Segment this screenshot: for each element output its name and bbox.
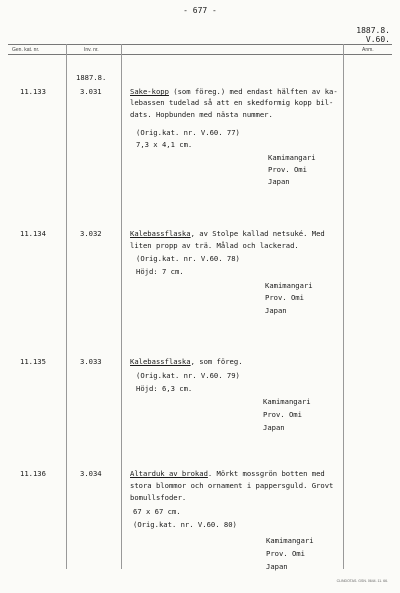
entry-line: dats. Hopbunden med nästa nummer. [130,110,273,119]
print-footer: CLINDOTAS. GSN. 0644. 11. 66. [336,579,388,583]
entry-line: liten propp av trä. Målad och lackerad. [130,241,299,250]
entry-line: 67 x 67 cm. [133,507,181,516]
entry-title: Kalebassflaska [130,357,191,366]
ref-series: V.60. [365,35,390,44]
entry-line: (Orig.kat. nr. V.60. 79) [136,371,240,380]
ref-year: 1887.8. [356,26,390,35]
entry-line-1 [130,87,338,97]
entry-line: bomullsfoder. [130,493,187,502]
entry-line: stora blommor och ornament i pappersguld. Grovt [130,481,334,490]
entry-line-1-rest: , som föreg. [190,357,243,366]
entry-line: (Orig.kat. nr. V.60. 80) [133,520,237,529]
place-village: Kamimangari [266,536,314,545]
inv-number: 3.034 [80,469,102,478]
entry-line-1 [130,469,325,479]
entry-line-1-rest: . Mörkt mossgrön botten med [207,469,325,478]
gen-number: 11.136 [20,469,46,478]
entry-title: Altarduk av brokad [130,469,208,478]
place-village: Kamimangari [263,397,311,406]
entry-title: Sake-kopp [130,87,169,96]
place-country: Japan [263,423,285,432]
col-rule-1 [66,44,67,569]
place-province: Prov. Omi [268,165,307,174]
entry-line: (Orig.kat. nr. V.60. 78) [136,254,240,263]
col-header-anm: Anm. [362,47,374,53]
entry-line: 7,3 x 4,1 cm. [136,140,193,149]
place-province: Prov. Omi [265,293,304,302]
entry-line: Höjd: 7 cm. [136,267,184,276]
entry-line-1-rest: , av Stolpe kallad netsuké. Med [190,229,325,238]
place-village: Kamimangari [268,153,316,162]
entry-line-1-rest: (som föreg.) med endast hälften av ka- [168,87,338,96]
place-province: Prov. Omi [263,410,302,419]
place-country: Japan [265,306,287,315]
col-rule-2 [121,44,122,569]
gen-number: 11.135 [20,357,46,366]
inv-number: 3.033 [80,357,102,366]
place-province: Prov. Omi [266,549,305,558]
entry-line-1 [130,229,325,239]
gen-number: 11.134 [20,229,46,238]
place-country: Japan [268,177,290,186]
entry-line: (Orig.kat. nr. V.60. 77) [136,128,240,137]
page-number: - 677 - [183,6,217,15]
col-header-inv: Inv. nr. [84,47,99,53]
place-village: Kamimangari [265,281,313,290]
entry-line-1 [130,357,243,367]
place-country: Japan [266,562,288,571]
entry-line: Höjd: 6,3 cm. [136,384,193,393]
col-header-gen: Gen. kat. nr. [12,47,40,53]
entry-title: Kalebassflaska [130,229,191,238]
entry-line: lebassen tudelad så att en skedformig kopp bil- [130,98,334,107]
top-year: 1887.8. [76,73,107,82]
gen-number: 11.133 [20,87,46,96]
inv-number: 3.031 [80,87,102,96]
inv-number: 3.032 [80,229,102,238]
col-rule-3 [343,44,344,569]
